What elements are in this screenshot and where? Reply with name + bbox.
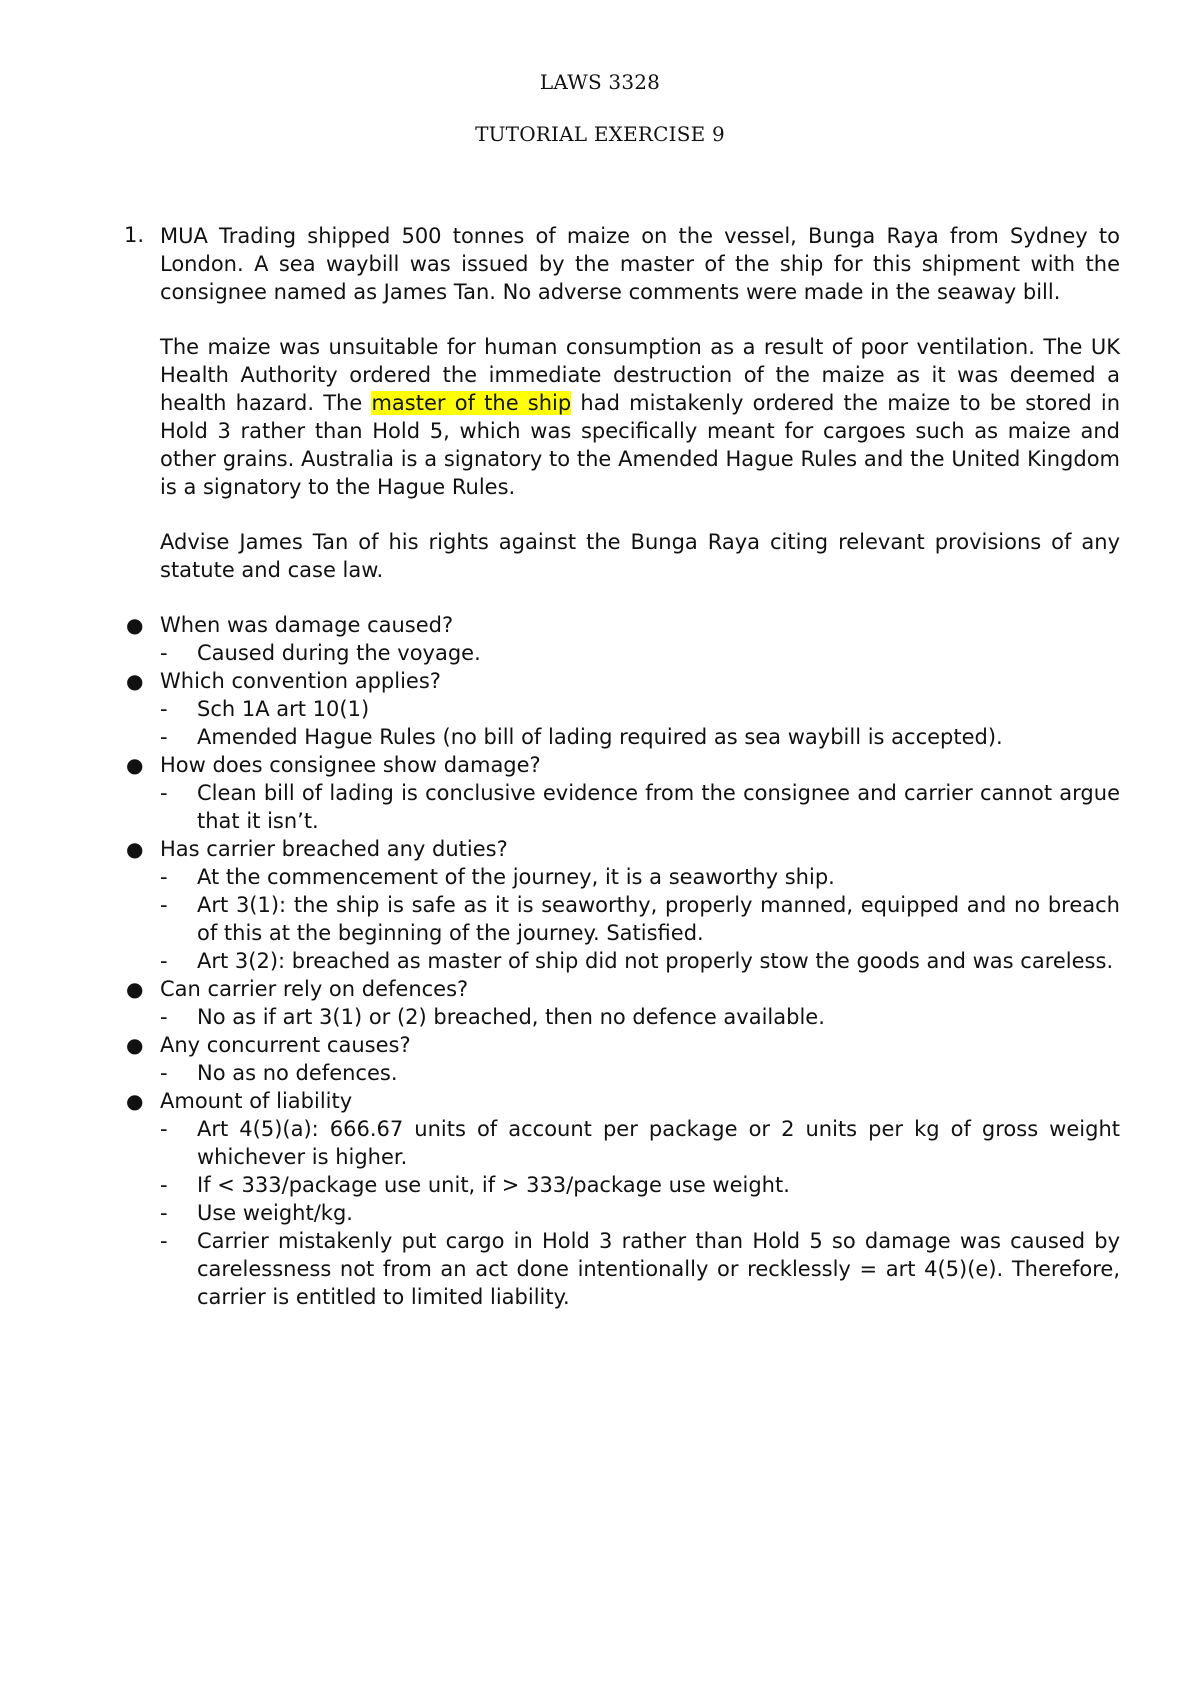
- bullet-icon: ●: [126, 977, 144, 1001]
- highlighted-text: master of the ship: [371, 391, 572, 415]
- dash-marker: -: [160, 1173, 168, 1197]
- bullet-icon: ●: [126, 1089, 144, 1113]
- course-code: LAWS 3328: [539, 70, 661, 94]
- dash-marker: -: [160, 949, 168, 973]
- question-paragraph-3: Advise James Tan of his rights against the Bunga Raya citing relevant provisions of any statute and case law.: [160, 530, 1120, 582]
- sub-point-text: Art 4(5)(a): 666.67 units of account per package or 2 units per kg of gross weight whichever is higher.: [197, 1117, 1120, 1169]
- sub-point: [160, 639, 1120, 667]
- bullet-item: [126, 1031, 1120, 1059]
- bullet-icon: ●: [126, 613, 144, 637]
- bullet-item: [126, 1087, 1120, 1115]
- question-body: [126, 222, 1121, 1311]
- sub-point-text: Amended Hague Rules (no bill of lading required as sea waybill is accepted).: [197, 725, 1003, 749]
- sub-point-text: Use weight/kg.: [197, 1201, 353, 1225]
- sub-point: [160, 863, 1120, 891]
- dash-marker: -: [160, 865, 168, 889]
- sub-point: [160, 1199, 1120, 1227]
- dash-marker: -: [160, 893, 168, 917]
- sub-point-text: At the commencement of the journey, it is a seaworthy ship.: [197, 865, 835, 889]
- sub-point-text: Caused during the voyage.: [197, 641, 481, 665]
- bullet-icon: ●: [126, 837, 144, 861]
- bullet-text: When was damage caused?: [160, 613, 454, 637]
- dash-marker: -: [160, 725, 168, 749]
- dash-marker: -: [160, 697, 168, 721]
- bullet-item: [126, 835, 1120, 863]
- sub-point-text: Sch 1A art 10(1): [197, 697, 370, 721]
- bullet-text: Any concurrent causes?: [160, 1033, 411, 1057]
- sub-point: [160, 723, 1120, 751]
- dash-marker: -: [160, 1229, 168, 1253]
- sub-point-text: If < 333/package use unit, if > 333/package use weight.: [197, 1173, 790, 1197]
- sub-point: [160, 1059, 1120, 1087]
- dash-marker: -: [160, 1201, 168, 1225]
- dash-marker: -: [160, 781, 168, 805]
- bullet-item: [126, 611, 1120, 639]
- sub-point: [160, 1227, 1120, 1311]
- dash-marker: -: [160, 641, 168, 665]
- question-paragraph-1: MUA Trading shipped 500 tonnes of maize on the vessel, Bunga Raya from Sydney to London. A sea waybill was issued by the master of the ship for this shipment with the consignee named as James Tan. No adverse comments were made in the seaway bill.: [160, 224, 1120, 304]
- bullet-text: Has carrier breached any duties?: [160, 837, 508, 861]
- sub-point: [160, 891, 1120, 947]
- sub-point-text: No as no defences.: [197, 1061, 398, 1085]
- sub-point-text: Clean bill of lading is conclusive evidence from the consignee and carrier cannot argue that it isn’t.: [197, 781, 1120, 833]
- sub-point: [160, 1115, 1120, 1171]
- bullet-icon: ●: [126, 669, 144, 693]
- sub-point-text: Art 3(1): the ship is safe as it is seaworthy, properly manned, equipped and no breach of this at the beginning of the journey. Satisfied.: [197, 893, 1120, 945]
- bullet-item: [126, 751, 1120, 779]
- bullet-text: Which convention applies?: [160, 669, 441, 693]
- sub-point: [160, 779, 1120, 835]
- answer-list: [126, 611, 1120, 1311]
- question-number: 1.: [124, 223, 145, 247]
- bullet-text: Can carrier rely on defences?: [160, 977, 469, 1001]
- exercise-title: TUTORIAL EXERCISE 9: [475, 122, 725, 146]
- question-paragraph-2: [160, 333, 1120, 501]
- dash-marker: -: [160, 1117, 168, 1141]
- bullet-text: Amount of liability: [160, 1089, 353, 1113]
- paragraph-2-text-a: The maize was unsuitable for human consumption as a result of poor ventilation. The UK Health Authority ordered the immediate destruction of the maize as it was deemed a health hazard. The: [160, 335, 1120, 415]
- bullet-text: How does consignee show damage?: [160, 753, 541, 777]
- sub-point: [160, 947, 1120, 975]
- paragraph-2-text-b: had mistakenly ordered the maize to be stored in Hold 3 rather than Hold 5, which was specifically meant for cargoes such as maize and other grains. Australia is a signatory to the Amended Hague Rules and the United Kingdom is a signatory to the Hague Rules.: [160, 391, 1121, 499]
- sub-point-text: No as if art 3(1) or (2) breached, then no defence available.: [197, 1005, 825, 1029]
- sub-point-text: Art 3(2): breached as master of ship did not properly stow the goods and was careless.: [197, 949, 1114, 973]
- sub-point: [160, 1171, 1120, 1199]
- bullet-item: [126, 667, 1120, 695]
- bullet-icon: ●: [126, 753, 144, 777]
- dash-marker: -: [160, 1061, 168, 1085]
- dash-marker: -: [160, 1005, 168, 1029]
- sub-point: [160, 695, 1120, 723]
- bullet-icon: ●: [126, 1033, 144, 1057]
- sub-point: [160, 1003, 1120, 1031]
- bullet-item: [126, 975, 1120, 1003]
- sub-point-text: Carrier mistakenly put cargo in Hold 3 rather than Hold 5 so damage was caused by carelessness not from an act done intentionally or recklessly = art 4(5)(e). Therefore, carrier is entitled to limited liability.: [197, 1229, 1120, 1309]
